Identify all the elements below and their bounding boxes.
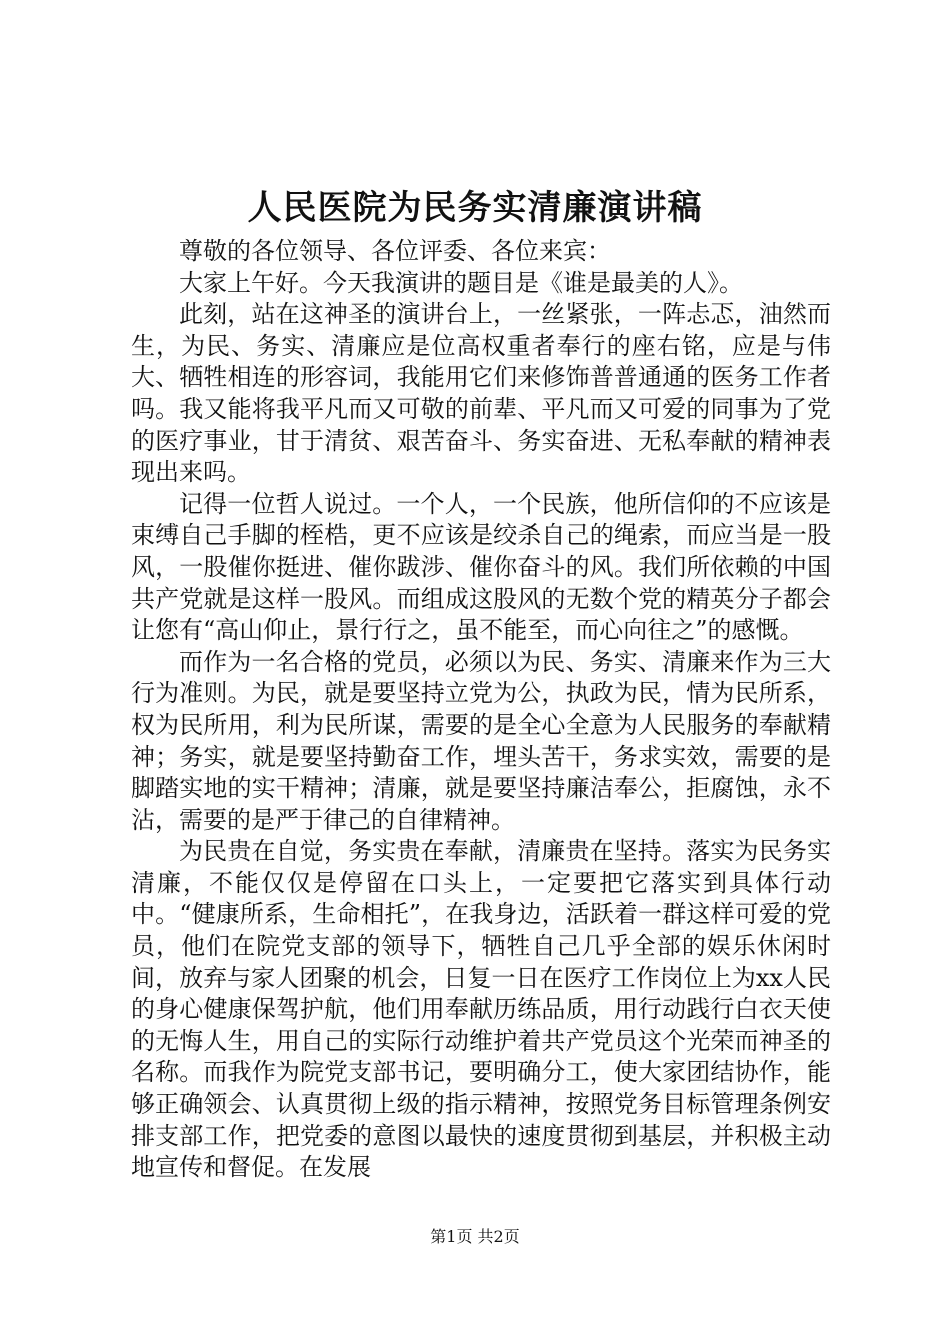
- salutation-paragraph: 尊敬的各位领导、各位评委、各位来宾：: [179, 237, 611, 265]
- document-body: [131, 236, 831, 1184]
- page-number-footer: 第1页 共2页: [430, 1227, 520, 1246]
- document-title: 人民医院为民务实清廉演讲稿: [247, 188, 703, 228]
- body-paragraph: 此刻，站在这神圣的演讲台上，一丝紧张，一阵忐忑，油然而生，为民、务实、清廉应是位高权重者奉行的座右铭，应是与伟大、牺牲相连的形容词，我能用它们来修饰普普通通的医务工作者吗。我又能将我平凡而又可敬的前辈、平凡而又可爱的同事为了党的医疗事业，甘于清贫、艰苦奋斗、务实奋进、无私奉献的精神表现出来吗。: [131, 300, 831, 487]
- greeting-paragraph: 大家上午好。今天我演讲的题目是《谁是最美的人》。: [179, 268, 743, 297]
- body-paragraph: 记得一位哲人说过。一个人，一个民族，他所信仰的不应该是束缚自己手脚的桎梏，更不应该是绞杀自己的绳索，而应当是一股风，一股催你挺进、催你跋涉、催你奋斗的风。我们所依赖的中国共产党就是这样一股风。而组成这股风的无数个党的精英分子都会让您有“高山仰止，景行行之，虽不能至，而心向往之”的感慨。: [131, 489, 831, 645]
- body-paragraph: 而作为一名合格的党员，必须以为民、务实、清廉来作为三大行为准则。为民，就是要坚持立党为公，执政为民，情为民所系，权为民所用，利为民所谋，需要的是全心全意为人民服务的奉献精神；务实，就是要坚持勤奋工作，埋头苦干，务求实效，需要的是脚踏实地的实干精神；清廉，就是要坚持廉洁奉公，拒腐蚀，永不沾，需要的是严于律己的自律精神。: [131, 647, 831, 834]
- body-paragraph: 为民贵在自觉，务实贵在奉献，清廉贵在坚持。落实为民务实清廉，不能仅仅是停留在口头上，一定要把它落实到具体行动中。“健康所系，生命相托”，在我身边，活跃着一群这样可爱的党员，他们在院党支部的领导下，牺牲自己几乎全部的娱乐休闲时间，放弃与家人团聚的机会，日复一日在医疗工作岗位上为xx人民的身心健康保驾护航，他们用奉献历练品质，用行动践行白衣天使的无悔人生，用自己的实际行动维护着共产党员这个光荣而神圣的名称。而我作为院党支部书记，要明确分工，使大家团结协作，能够正确领会、认真贯彻上级的指示精神，按照党务目标管理条例安排支部工作，把党委的意图以最快的速度贯彻到基层，并积极主动地宣传和督促。在发展: [131, 837, 831, 1182]
